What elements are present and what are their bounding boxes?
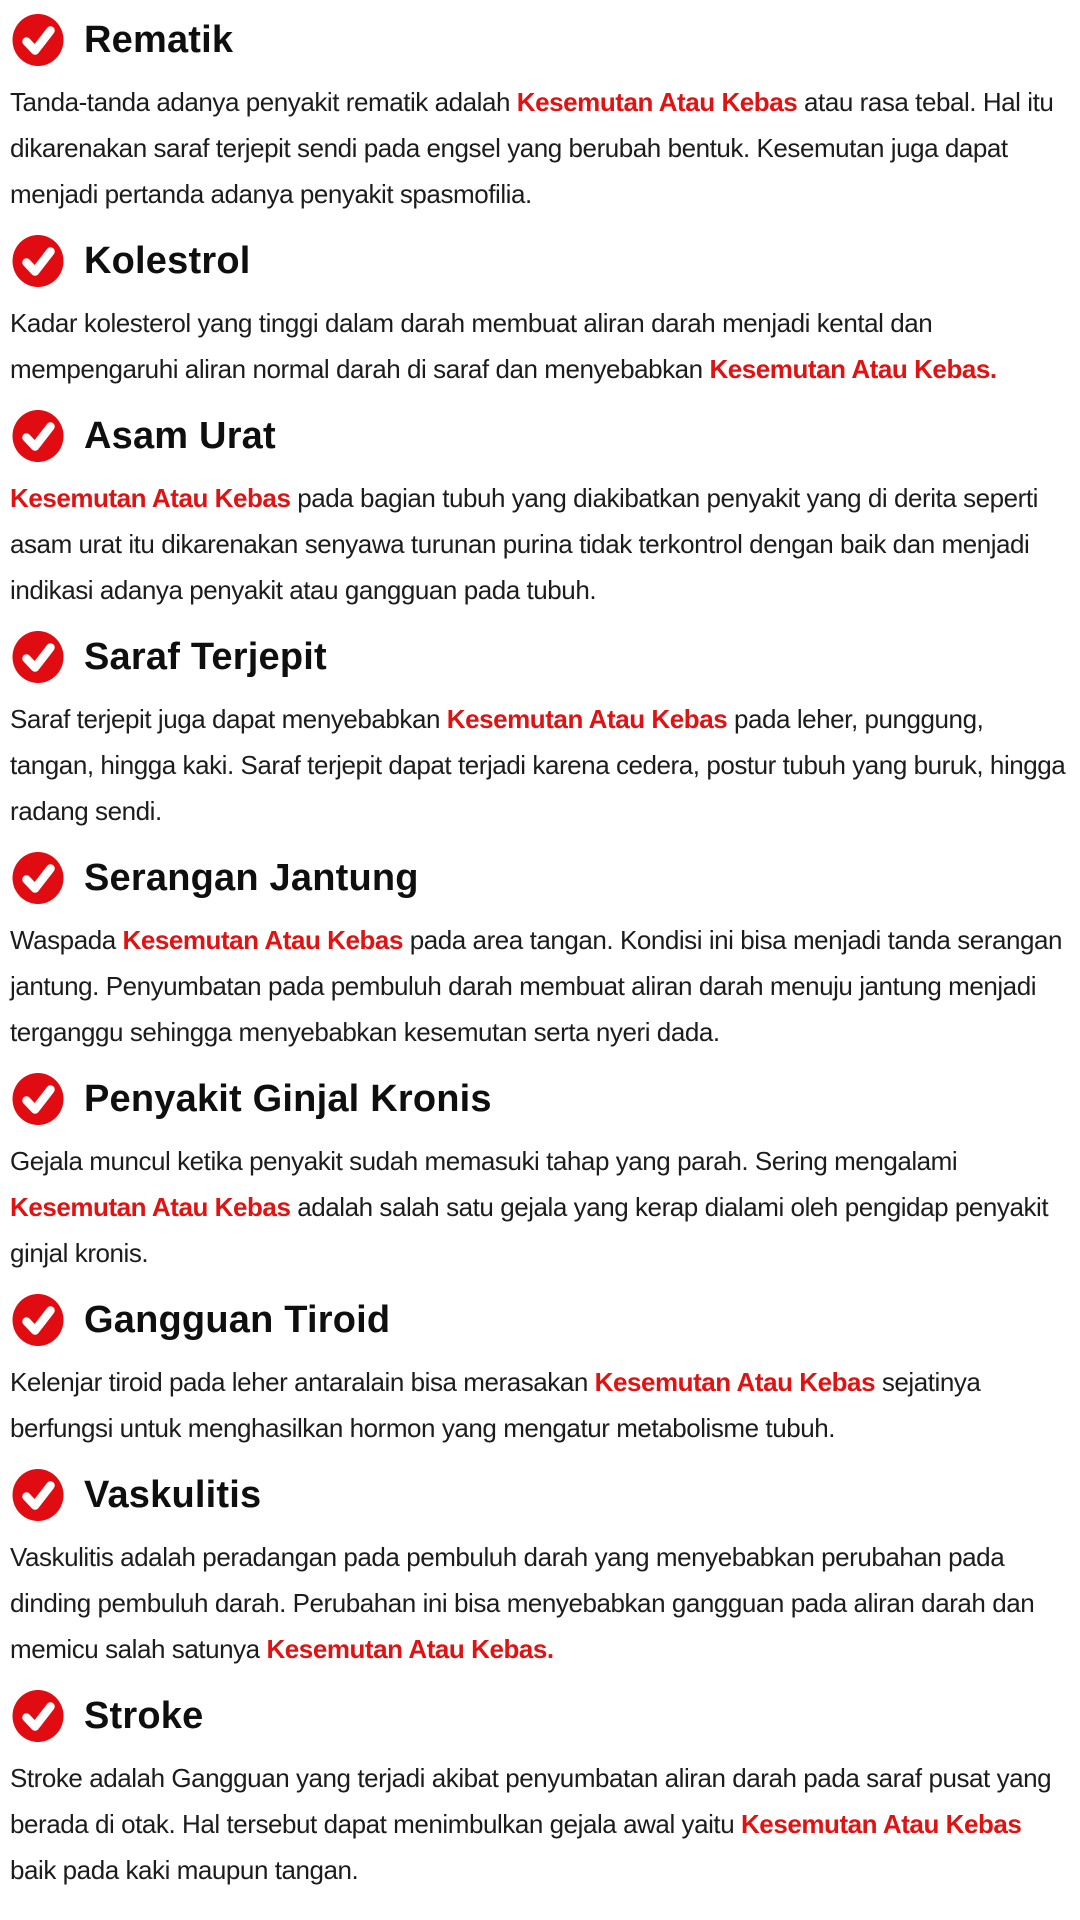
condition-section [10, 1469, 1070, 1672]
check-circle-icon [12, 1294, 64, 1346]
highlight-text: Kesemutan Atau Kebas [594, 1367, 876, 1397]
body-text: Gejala muncul ketika penyakit sudah memasuki tahap yang parah. Sering mengalami [10, 1146, 958, 1176]
condition-section [10, 1073, 1070, 1276]
highlight-text: Kesemutan Atau Kebas. [709, 354, 997, 384]
section-heading-row [12, 1294, 1070, 1346]
section-title: Gangguan Tiroid [84, 1298, 391, 1341]
highlight-text: Kesemutan Atau Kebas [10, 483, 291, 513]
body-text: Stroke adalah Gangguan yang terjadi akibat penyumbatan aliran darah pada saraf pusat yang berada di otak. Hal tersebut dapat menimbulkan gejala awal yaitu [10, 1763, 1052, 1839]
check-circle-icon [12, 631, 64, 683]
check-circle-icon [12, 14, 64, 66]
section-paragraph [10, 1138, 1070, 1276]
check-circle-icon [12, 1073, 64, 1125]
check-circle-icon [12, 852, 64, 904]
section-paragraph [10, 1534, 1070, 1672]
condition-section [10, 852, 1070, 1055]
section-title: Stroke [84, 1694, 204, 1737]
body-text: baik pada kaki maupun tangan. [10, 1855, 359, 1885]
body-text: pada leher, punggung, tangan, hingga kaki. Saraf terjepit dapat terjadi karena cedera, postur tubuh yang buruk, hingga radang sendi. [10, 704, 1066, 826]
body-text: atau rasa tebal. Hal itu dikarenakan saraf terjepit sendi pada engsel yang berubah bentuk. Kesemutan juga dapat menjadi pertanda adanya penyakit spasmofilia. [10, 87, 1054, 209]
section-title: Asam Urat [84, 414, 276, 457]
section-paragraph [10, 79, 1070, 217]
section-heading-row [12, 1073, 1070, 1125]
section-paragraph [10, 917, 1070, 1055]
body-text: adalah salah satu gejala yang kerap dialami oleh pengidap penyakit ginjal kronis. [10, 1192, 1049, 1268]
section-paragraph [10, 1755, 1070, 1893]
section-title: Penyakit Ginjal Kronis [84, 1077, 492, 1120]
condition-section [10, 1690, 1070, 1893]
body-text: Kelenjar tiroid pada leher antaralain bisa merasakan [10, 1367, 595, 1397]
section-heading-row [12, 852, 1070, 904]
body-text: pada area tangan. Kondisi ini bisa menjadi tanda serangan jantung. Penyumbatan pada pembuluh darah membuat aliran darah menuju jantung menjadi terganggu sehingga menyebabkan kesemutan serta nyeri dada. [10, 925, 1063, 1047]
check-circle-icon [12, 410, 64, 462]
check-circle-icon [12, 235, 64, 287]
body-text: sejatinya berfungsi untuk menghasilkan hormon yang mengatur metabolisme tubuh. [10, 1367, 981, 1443]
highlight-text: Kesemutan Atau Kebas [446, 704, 728, 734]
section-title: Saraf Terjepit [84, 635, 327, 678]
section-paragraph [10, 475, 1070, 613]
highlight-text: Kesemutan Atau Kebas [10, 1192, 291, 1222]
condition-section [10, 1294, 1070, 1451]
section-heading-row [12, 1469, 1070, 1521]
section-heading-row [12, 410, 1070, 462]
section-heading-row [12, 14, 1070, 66]
check-circle-icon [12, 1690, 64, 1742]
body-text: Waspada [10, 925, 123, 955]
highlight-text: Kesemutan Atau Kebas [516, 87, 798, 117]
section-paragraph [10, 1359, 1070, 1451]
condition-section [10, 631, 1070, 834]
highlight-text: Kesemutan Atau Kebas [740, 1809, 1022, 1839]
section-heading-row [12, 1690, 1070, 1742]
section-heading-row [12, 235, 1070, 287]
body-text: Kadar kolesterol yang tinggi dalam darah membuat aliran darah menjadi kental dan mempengaruhi aliran normal darah di saraf dan menyebabkan [10, 308, 933, 384]
body-text: Vaskulitis adalah peradangan pada pembuluh darah yang menyebabkan perubahan pada dinding pembuluh darah. Perubahan ini bisa menyebabkan gangguan pada aliran darah dan memicu salah satunya [10, 1542, 1035, 1664]
body-text: pada bagian tubuh yang diakibatkan penyakit yang di derita seperti asam urat itu dikarenakan senyawa turunan purina tidak terkontrol dengan baik dan menjadi indikasi adanya penyakit atau gangguan pada tubuh. [10, 483, 1038, 605]
highlight-text: Kesemutan Atau Kebas [122, 925, 403, 955]
section-heading-row [12, 631, 1070, 683]
body-text: Saraf terjepit juga dapat menyebabkan [10, 704, 447, 734]
condition-section [10, 14, 1070, 217]
condition-section [10, 235, 1070, 392]
highlight-text: Kesemutan Atau Kebas. [266, 1634, 554, 1664]
section-paragraph [10, 696, 1070, 834]
condition-section [10, 410, 1070, 613]
section-paragraph [10, 300, 1070, 392]
section-title: Vaskulitis [84, 1473, 262, 1516]
section-title: Serangan Jantung [84, 856, 419, 899]
section-title: Kolestrol [84, 239, 251, 282]
section-title: Rematik [84, 18, 234, 61]
body-text: Tanda-tanda adanya penyakit rematik adalah [10, 87, 517, 117]
check-circle-icon [12, 1469, 64, 1521]
